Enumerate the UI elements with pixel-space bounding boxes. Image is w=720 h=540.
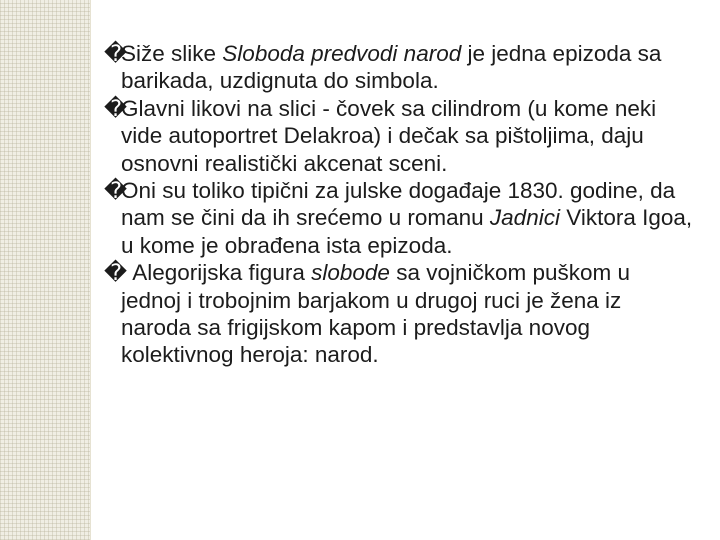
bullet-text (121, 96, 656, 176)
text-run: Alegorijska figura (121, 260, 312, 286)
bullet-list (104, 40, 694, 369)
bullet-text (121, 178, 692, 258)
bullet-text (121, 260, 630, 367)
painting-title: Sloboda predvodi narod (222, 41, 462, 66)
bullet-marker-icon: � (104, 260, 128, 286)
bullet-item (104, 95, 694, 177)
text-run: Glavni likovi na slici - čovek sa cilindrom (u kome neki vide autoportret Delakroa) i dečak sa pištoljima, daju osnovni realistički akcenat sceni. (121, 95, 657, 176)
text-run: Siže slike (121, 41, 223, 66)
bullet-item (104, 177, 694, 259)
bullet-marker-icon: � (104, 95, 128, 121)
decorative-side-pattern (0, 0, 90, 540)
bullet-marker-icon: � (104, 41, 128, 66)
text-run: Viktora Igoa, u kome je obrađena ista epizoda. (121, 205, 693, 258)
bullet-item (104, 40, 694, 95)
allegory-term: slobode (311, 260, 390, 286)
novel-title: Jadnici (489, 205, 560, 231)
text-run: sa vojničkom puškom u jednoj i trobojnim barjakom u drugoj ruci je žena iz naroda sa frigijskom kapom i predstavlja novog kolektivnog heroja: narod. (121, 260, 631, 368)
text-run: Oni su toliko tipični za julske događaje 1830. godine, da nam se čini da ih srećemo u romanu (121, 178, 676, 231)
bullet-marker-icon: � (104, 178, 128, 204)
text-run: je jedna epizoda sa barikada, uzdignuta do simbola. (121, 41, 662, 94)
bullet-text (121, 41, 661, 93)
bullet-item (104, 259, 694, 369)
